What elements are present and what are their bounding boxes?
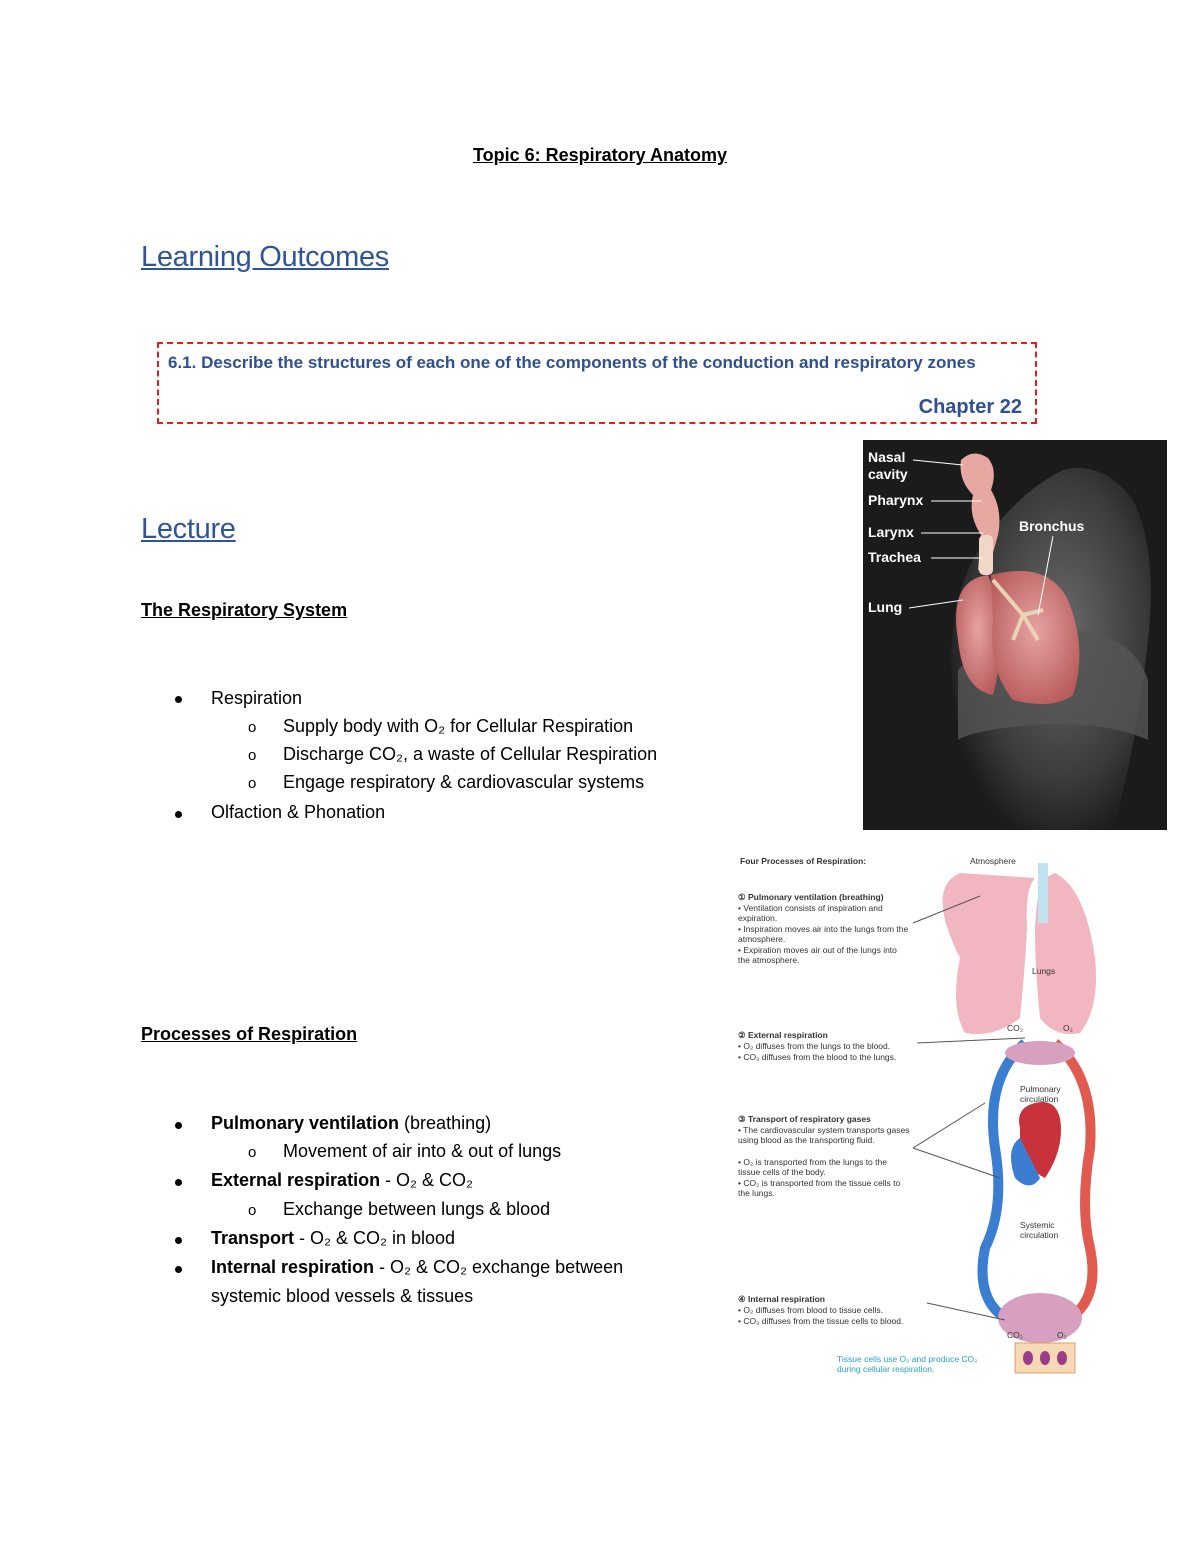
label-trachea: Trachea [868, 549, 921, 565]
chapter-label: Chapter 22 [918, 396, 1022, 418]
label-co2-bottom: CO₂ [1007, 1330, 1024, 1340]
list-item: Internal respiration - O₂ & CO₂ exchange between [211, 1257, 624, 1277]
list-item: Movement of air into & out of lungs [283, 1141, 562, 1161]
lecture-heading: Lecture [141, 513, 236, 545]
processes-heading: Processes of Respiration [141, 1024, 358, 1044]
label-lungs: Lungs [1032, 966, 1056, 976]
label-cavity: cavity [868, 466, 908, 482]
bullet-icon [175, 1266, 182, 1273]
label-systemic-circulation: Systemic circulation [1020, 1220, 1059, 1240]
step-4-title: ④ Internal respiration [738, 1294, 825, 1304]
bullet-icon [175, 1122, 182, 1129]
bullet-icon [175, 811, 182, 818]
label-o2-bottom: O₂ [1057, 1330, 1067, 1340]
list-item: Pulmonary ventilation (breathing) [211, 1113, 492, 1133]
circle-bullet-icon: o [248, 775, 257, 792]
list-item: Exchange between lungs & blood [283, 1199, 551, 1219]
label-pharynx: Pharynx [868, 492, 924, 508]
label-atmosphere: Atmosphere [970, 856, 1016, 866]
circle-bullet-icon: o [248, 1144, 257, 1161]
step-3-line: • O₂ is transported from the lungs to the tissue cells of the body. [738, 1157, 887, 1177]
respiratory-anatomy-figure [863, 440, 1167, 830]
list-item: External respiration - O₂ & CO₂ [211, 1170, 474, 1190]
step-1-line: • Expiration moves air out of the lungs into the atmosphere. [738, 945, 897, 965]
step-1-line: • Ventilation consists of inspiration and expiration. [738, 903, 883, 923]
step-3-line: • CO₂ is transported from the tissue cells to the lungs. [738, 1178, 901, 1198]
figure-title: Four Processes of Respiration: [740, 856, 867, 866]
step-2-title: ② External respiration [738, 1030, 828, 1040]
step-2-line: • CO₂ diffuses from the blood to the lungs. [738, 1052, 897, 1062]
label-co2-top: CO₂ [1007, 1023, 1024, 1033]
step-4-line: • O₂ diffuses from blood to tissue cells. [738, 1305, 884, 1315]
label-larynx: Larynx [868, 524, 914, 540]
bullet-icon [175, 1179, 182, 1186]
bullet-icon [175, 1237, 182, 1244]
learning-outcomes-heading: Learning Outcomes [141, 241, 389, 273]
circle-bullet-icon: o [248, 747, 257, 764]
list-item: Supply body with O₂ for Cellular Respiration [283, 716, 634, 736]
step-4-line: • CO₂ diffuses from the tissue cells to blood. [738, 1316, 904, 1326]
label-bronchus: Bronchus [1019, 518, 1085, 534]
label-lung: Lung [868, 599, 903, 615]
leader-lines [863, 440, 1167, 830]
list-item: Discharge CO₂, a waste of Cellular Respiration [283, 744, 658, 764]
step-1-line: • Inspiration moves air into the lungs from the atmosphere. [738, 924, 909, 944]
list-item: Engage respiratory & cardiovascular systems [283, 772, 645, 792]
step-3-line: • The cardiovascular system transports gases using blood as the transporting fluid. [738, 1125, 910, 1145]
label-o2-top: O₂ [1063, 1023, 1073, 1033]
label-nasal: Nasal [868, 449, 906, 465]
step-2-line: • O₂ diffuses from the lungs to the blood. [738, 1041, 891, 1051]
list-item-continuation: systemic blood vessels & tissues [211, 1286, 474, 1306]
respiratory-system-heading: The Respiratory System [141, 600, 348, 620]
step-3-title: ③ Transport of respiratory gases [738, 1114, 871, 1124]
tissue-note: Tissue cells use O₂ and produce CO₂ during cellular respiration. [837, 1354, 978, 1374]
circle-bullet-icon: o [248, 719, 257, 736]
list-item: Transport - O₂ & CO₂ in blood [211, 1228, 456, 1248]
circle-bullet-icon: o [248, 1202, 257, 1219]
page-title: Topic 6: Respiratory Anatomy [472, 145, 728, 165]
list-item: Olfaction & Phonation [211, 802, 386, 822]
list-item: Respiration [211, 688, 303, 708]
processes-figure [735, 848, 1100, 1388]
label-pulmonary-circulation: Pulmonary circulation [1020, 1084, 1061, 1104]
step-1-title: ① Pulmonary ventilation (breathing) [738, 892, 884, 902]
outcome-text: 6.1. Describe the structures of each one of the components of the conduction and respiratory zones [168, 353, 976, 372]
bullet-icon [175, 696, 182, 703]
